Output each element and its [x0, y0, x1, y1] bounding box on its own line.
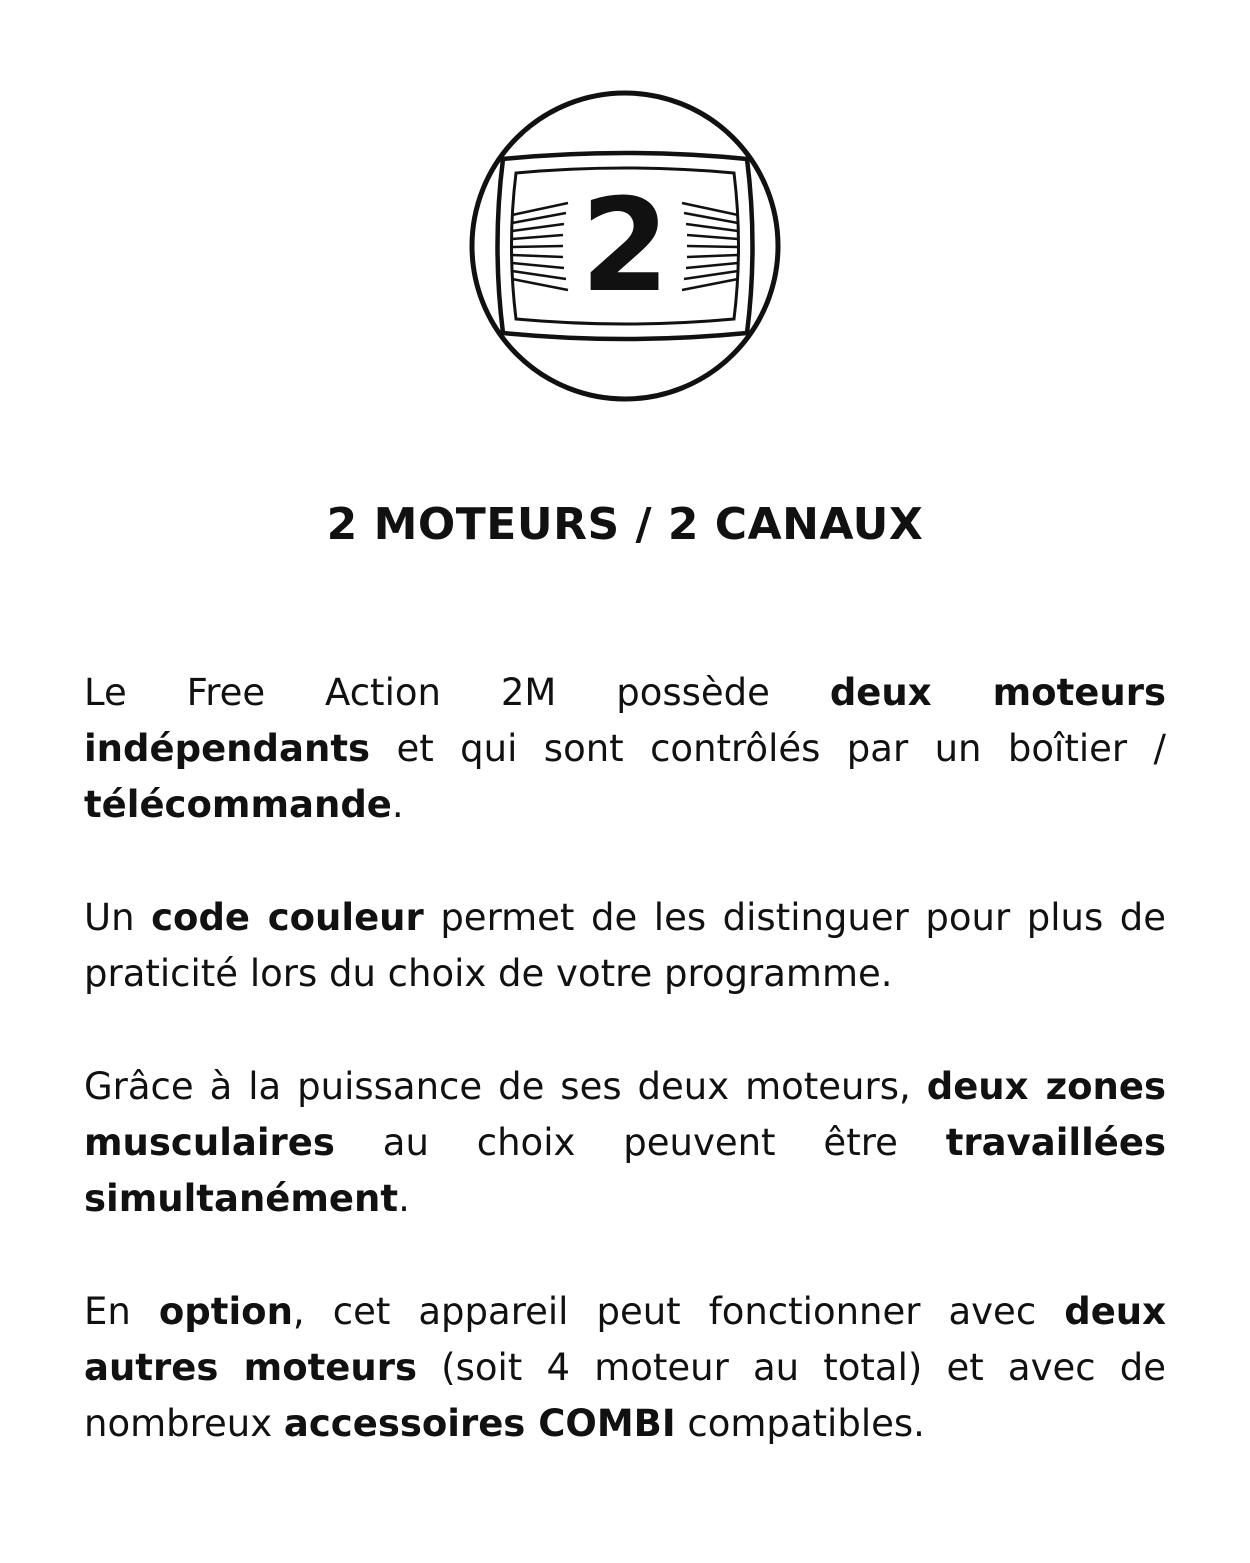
paragraph-emphasis: option [158, 1290, 293, 1333]
paragraph-emphasis: télécommande [84, 783, 392, 826]
paragraph-segment: , cet appareil peut fonctionner avec [292, 1290, 1065, 1333]
paragraph-moteurs [84, 665, 1166, 833]
paragraph-segment: au choix peuvent être [334, 1121, 946, 1164]
paragraph-segment: Grâce à la puissance de ses deux moteurs, [84, 1065, 927, 1108]
paragraph-segment: et qui sont contrôlés par un boîtier / [370, 727, 1166, 770]
paragraph-emphasis: travaillées simultanément [84, 1121, 1166, 1220]
description [84, 665, 1166, 1452]
paragraph-segment: (soit 4 moteur au total) et avec de nombreux [84, 1346, 1166, 1445]
paragraph-emphasis: accessoires COMBI [283, 1402, 676, 1445]
paragraph-segment: compatibles. [675, 1402, 925, 1445]
paragraph-option [84, 1284, 1166, 1452]
paragraph-code-couleur [84, 890, 1166, 1002]
paragraph-zones [84, 1059, 1166, 1227]
paragraph-segment: . [398, 1177, 410, 1220]
page-title: 2 MOTEURS / 2 CANAUX [326, 499, 924, 550]
paragraph-segment: Un [84, 896, 152, 939]
paragraph-segment: . [391, 783, 404, 826]
paragraph-segment: permet de les distinguer pour plus de praticité lors du choix de votre programme. [84, 896, 1167, 995]
paragraph-segment: Le Free Action 2M possède [84, 671, 830, 714]
paragraph-emphasis: deux moteurs indépendants [84, 671, 1166, 770]
paragraph-emphasis: deux zones musculaires [84, 1065, 1166, 1164]
speed-lines-left [512, 203, 568, 290]
paragraph-emphasis: code couleur [151, 896, 424, 939]
paragraph-segment: En [84, 1290, 159, 1333]
tv-screen-number-icon [468, 89, 782, 403]
paragraph-emphasis: deux autres moteurs [84, 1290, 1167, 1389]
logo-digit: 2 [580, 172, 670, 321]
channel-logo [468, 89, 782, 403]
speed-lines-right [682, 203, 738, 290]
